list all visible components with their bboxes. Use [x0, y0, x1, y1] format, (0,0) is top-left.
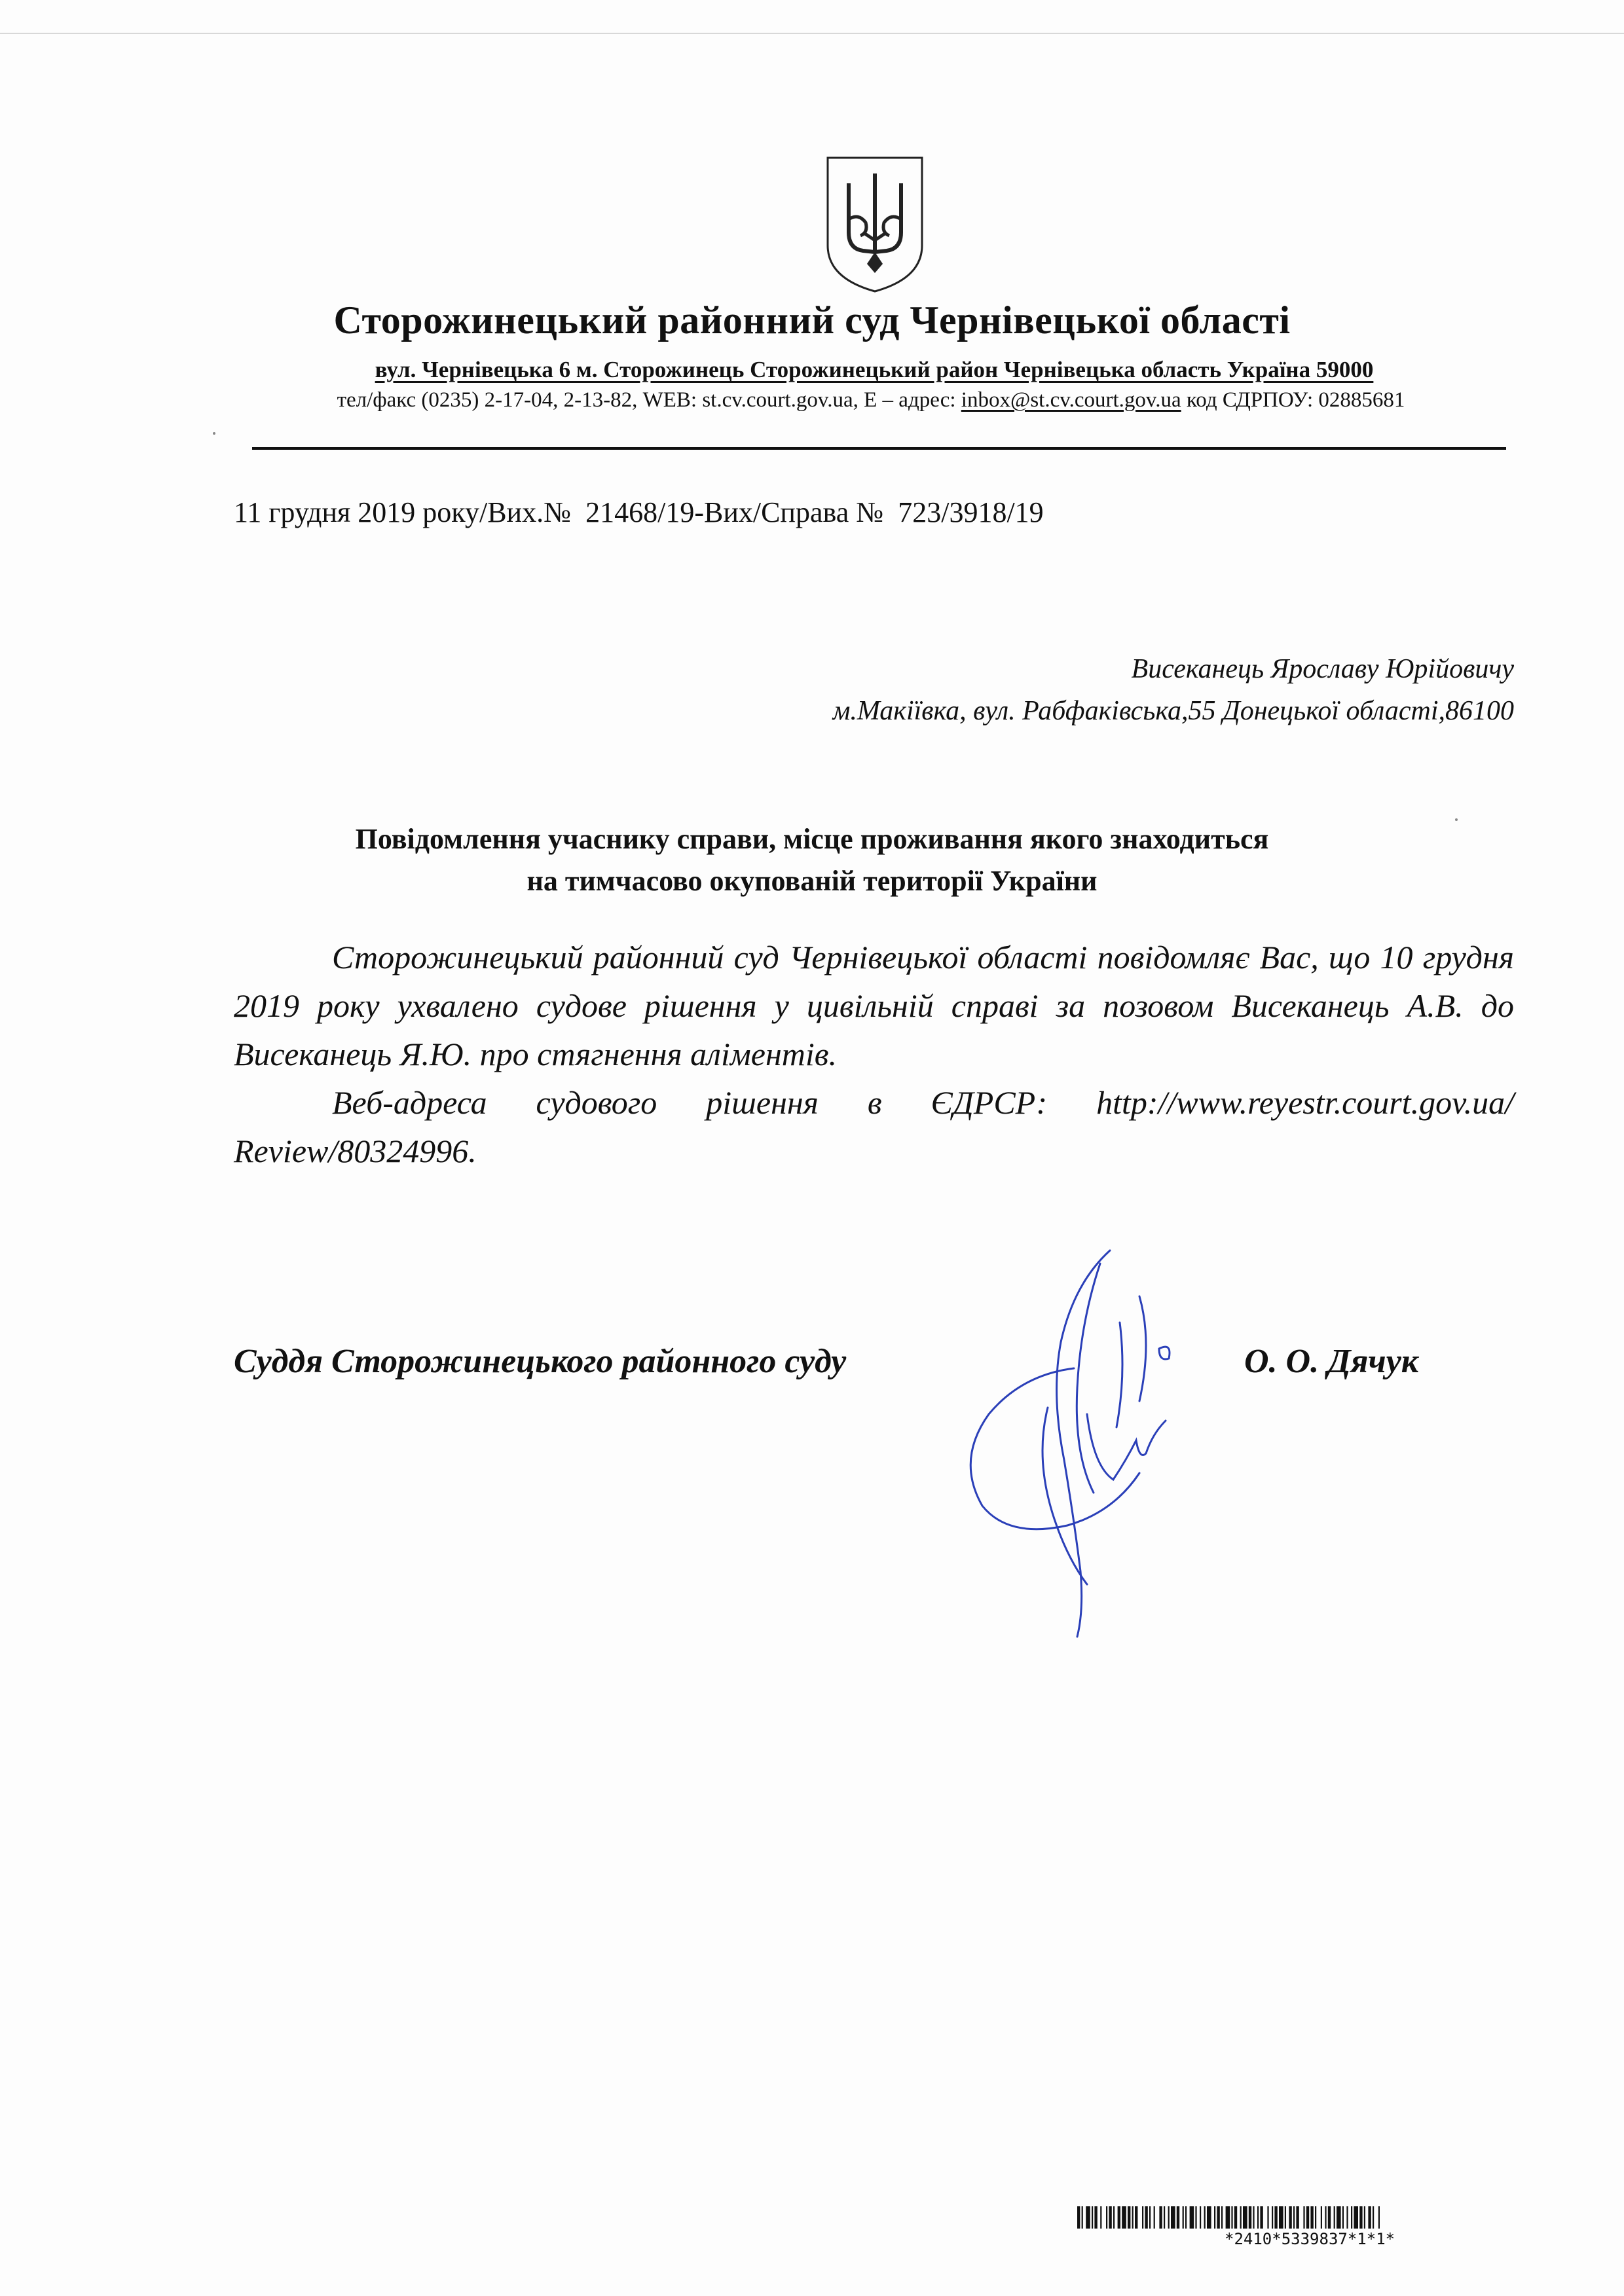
contacts-prefix: тел/факс (0235) 2-17-04, 2-13-82, WEB: st.cv.court.gov.ua, E – адрес:	[337, 388, 961, 412]
barcode-bar	[1171, 2206, 1175, 2229]
barcode-bar	[1226, 2206, 1230, 2229]
barcode-bar	[1231, 2206, 1232, 2229]
barcode-bar	[1159, 2206, 1162, 2229]
scan-speck	[213, 432, 215, 435]
barcode-bar	[1109, 2206, 1111, 2229]
recipient-address: м.Макіївка, вул. Рабфаківська,55 Донецької області,86100	[832, 696, 1514, 726]
barcode-bar	[1142, 2206, 1143, 2229]
barcode-bar	[1289, 2206, 1291, 2229]
notice-title-line-2: на тимчасово окупованій території України	[526, 865, 1098, 897]
signatory-title: Суддя Сторожинецького районного суду	[234, 1343, 847, 1380]
handwritten-signature-icon	[943, 1244, 1244, 1650]
barcode-bar	[1195, 2206, 1196, 2229]
recipient-block	[833, 648, 1514, 732]
barcode-bar	[1293, 2206, 1295, 2229]
barcode-bar	[1082, 2206, 1083, 2229]
barcode-bar	[1249, 2206, 1251, 2229]
barcode-bar	[1183, 2206, 1184, 2229]
barcode-bar	[1260, 2206, 1263, 2229]
barcode-bar	[1092, 2206, 1093, 2229]
notice-title-line-1: Повідомлення учаснику справи, місце проживання якого знаходиться	[355, 823, 1269, 855]
barcode-bar	[1200, 2206, 1201, 2229]
barcode-bar	[1106, 2206, 1107, 2229]
barcode-bar	[1132, 2206, 1134, 2229]
email-link[interactable]: inbox@st.cv.court.gov.ua	[961, 388, 1181, 412]
barcode-bar	[1364, 2206, 1365, 2229]
barcode-bar	[1257, 2206, 1259, 2229]
barcode-bar	[1272, 2206, 1273, 2229]
barcode-bar	[1234, 2206, 1237, 2229]
barcode-icon	[1077, 2206, 1562, 2229]
barcode-bar	[1168, 2206, 1170, 2229]
barcode-bar	[1328, 2206, 1331, 2229]
barcode-bar	[1122, 2206, 1126, 2229]
barcode-bar	[1113, 2206, 1115, 2229]
barcode-bar	[1135, 2206, 1137, 2229]
notice-body	[234, 933, 1514, 1175]
barcode-bar	[1164, 2206, 1165, 2229]
barcode-bar	[1177, 2206, 1179, 2229]
barcode-bar	[1315, 2206, 1316, 2229]
barcode-bar	[1145, 2206, 1147, 2229]
barcode-bar	[1279, 2206, 1283, 2229]
barcode-text: *2410*5339837*1*1*	[1225, 2230, 1395, 2248]
trident-coat-of-arms-icon	[822, 154, 927, 295]
barcode-bar	[1306, 2206, 1309, 2229]
barcode-bar	[1334, 2206, 1335, 2229]
barcode-bar	[1342, 2206, 1344, 2229]
barcode-bar	[1128, 2206, 1130, 2229]
court-contacts	[249, 388, 1493, 412]
barcode-bar	[1094, 2206, 1097, 2229]
barcode-bar	[1378, 2206, 1380, 2229]
contacts-suffix: код СДРПОУ: 02885681	[1181, 388, 1405, 412]
barcode-bar	[1240, 2206, 1242, 2229]
scan-speck	[1455, 818, 1458, 821]
barcode-bar	[1346, 2206, 1348, 2229]
reference-line: 11 грудня 2019 року/Вих.№ 21468/19-Вих/Справа № 723/3918/19	[234, 496, 1044, 528]
barcode-bar	[1296, 2206, 1299, 2229]
header-divider	[252, 447, 1506, 450]
barcode-bar	[1149, 2206, 1151, 2229]
barcode-bar	[1077, 2206, 1080, 2229]
barcode-bar	[1214, 2206, 1215, 2229]
barcode-bar	[1337, 2206, 1341, 2229]
notice-paragraph-1: Сторожинецький районний суд Чернівецької області повідомляє Вас, що 10 грудня 2019 року ухвалено судове рішення у цивільній справі за позовом Висеканець А.В. до Висеканець Я.Ю. про стягнення аліментів.	[234, 939, 1514, 1072]
barcode-bar	[1303, 2206, 1304, 2229]
barcode-bar	[1207, 2206, 1211, 2229]
recipient-name: Висеканець Ярославу Юрійовичу	[1131, 654, 1514, 684]
barcode-bar	[1285, 2206, 1286, 2229]
notice-paragraph-2: Веб-адреса судового рішення в ЄДРСР: http://www.reyestr.court.gov.ua/ Review/80324996.	[234, 1084, 1514, 1169]
barcode-bar	[1086, 2206, 1090, 2229]
barcode-bar	[1190, 2206, 1194, 2229]
barcode-bar	[1185, 2206, 1187, 2229]
barcode-bar	[1354, 2206, 1358, 2229]
barcode-bar	[1373, 2206, 1374, 2229]
barcode-bar	[1243, 2206, 1247, 2229]
barcode-bar	[1221, 2206, 1223, 2229]
court-address: вул. Чернівецька 6 м. Сторожинець Сторожинецький район Чернівецька область Україна 59000	[375, 357, 1374, 382]
notice-title	[0, 818, 1624, 902]
barcode-bar	[1267, 2206, 1268, 2229]
barcode-bar	[1100, 2206, 1101, 2229]
barcode-bar	[1351, 2206, 1352, 2229]
scan-edge-line	[0, 33, 1624, 34]
barcode-bar	[1253, 2206, 1254, 2229]
barcode-bar	[1274, 2206, 1277, 2229]
barcode-bar	[1368, 2206, 1371, 2229]
barcode-bar	[1118, 2206, 1120, 2229]
signatory-name: О. О. Дячук	[1244, 1343, 1419, 1380]
court-name: Сторожинецький районний суд Чернівецької області	[333, 299, 1291, 342]
barcode-bar	[1217, 2206, 1219, 2229]
barcode-bar	[1359, 2206, 1362, 2229]
barcode-bar	[1325, 2206, 1326, 2229]
barcode-bar	[1310, 2206, 1313, 2229]
barcode-bar	[1154, 2206, 1155, 2229]
barcode-bar	[1204, 2206, 1206, 2229]
barcode-bar	[1321, 2206, 1322, 2229]
